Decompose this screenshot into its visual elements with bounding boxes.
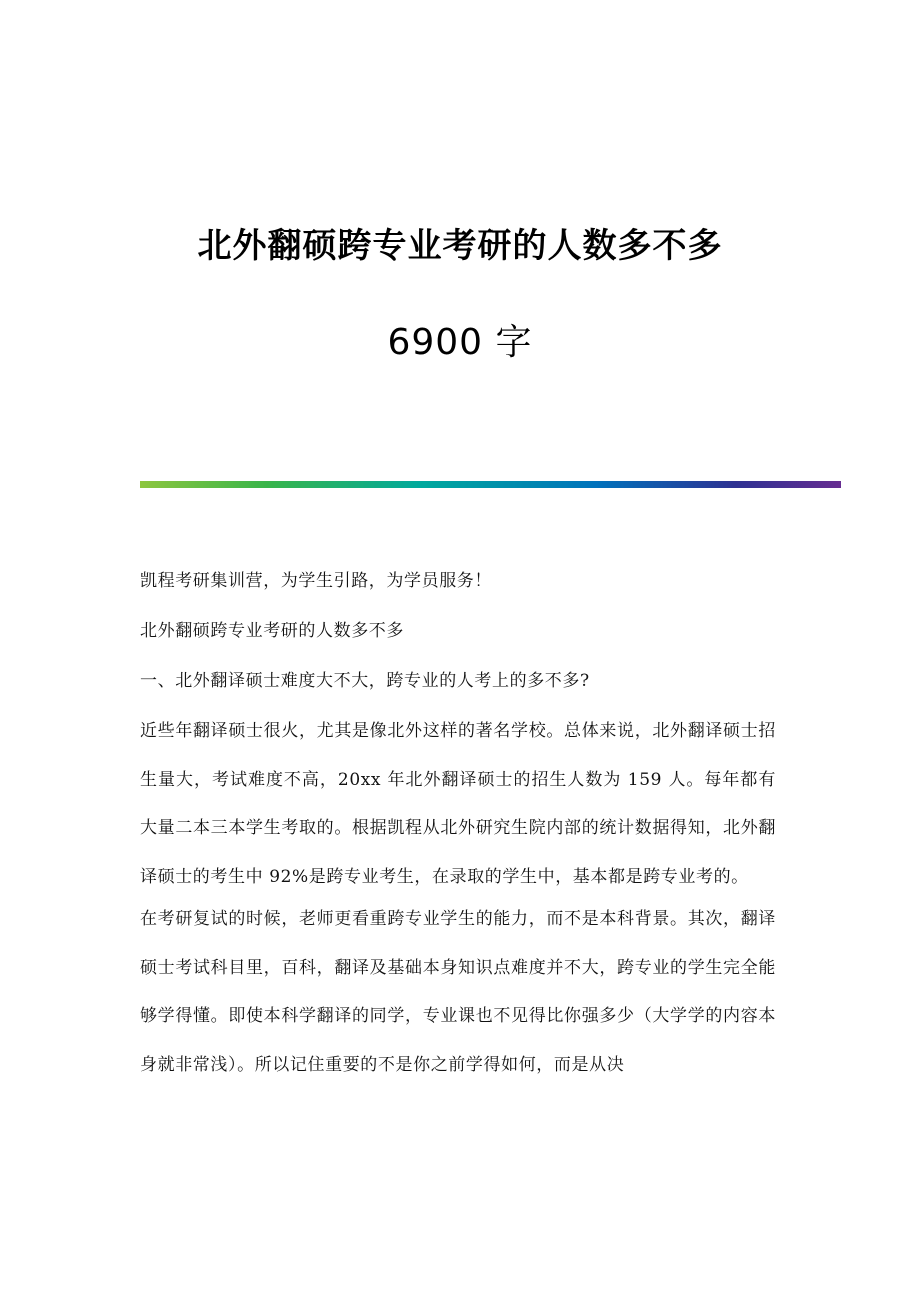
document-body xyxy=(140,565,776,1109)
paragraph-subtitle: 北外翻硕跨专业考研的人数多不多 xyxy=(140,621,404,641)
document-title: 北外翻硕跨专业考研的人数多不多 xyxy=(197,226,723,266)
paragraph-slogan: 凯程考研集训营，为学生引路，为学员服务！ xyxy=(140,571,492,591)
paragraph-section-heading: 一、北外翻译硕士难度大不大，跨专业的人考上的多不多? xyxy=(140,671,590,691)
paragraph-body-2: 在考研复试的时候，老师更看重跨专业学生的能力，而不是本科背景。其次，翻译硕士考试科目里，百科，翻译及基础本身知识点难度并不大，跨专业的学生完全能够学得懂。即使本科学翻译的同学，专业课也不见得比你强多少（大学学的内容本身就非常浅）。所以记住重要的不是你之前学得如何，而是从决 xyxy=(140,909,776,1075)
gradient-divider xyxy=(140,481,841,488)
paragraph-body-1: 近些年翻译硕士很火，尤其是像北外这样的著名学校。总体来说，北外翻译硕士招生量大，考试难度不高，20xx 年北外翻译硕士的招生人数为 159 人。每年都有大量二本三本学生考取的。根据凯程从北外研究生院内部的统计数据得知，北外翻译硕士的考生中 92%是跨专业考生，在录取的学生中，基本都是跨专业考的。 xyxy=(140,721,776,887)
document-title-wordcount: 6900 字 xyxy=(387,322,533,363)
